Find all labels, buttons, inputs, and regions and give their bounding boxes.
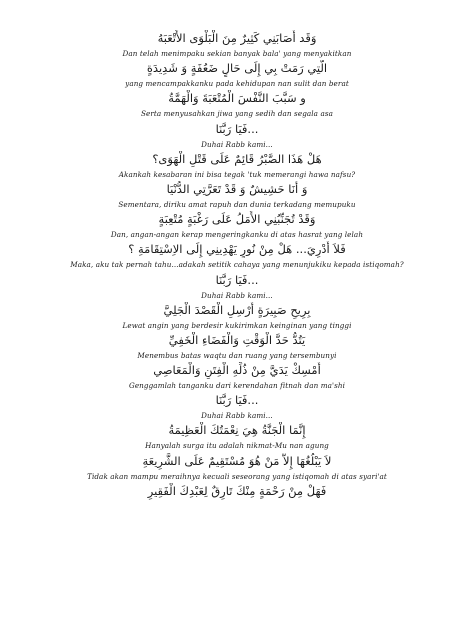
translation-line: Akankah kesabaran ini bisa tegak 'tuk memerangi hawa nafsu? [118, 169, 356, 179]
arabic-verse-line: هَلْ هَذَا الصَّبْرُ قَائِمٌ عَلَى قَتْلِ الْهَوَى؟ [152, 151, 322, 166]
arabic-verse-line: ...فَيَا رَبَّنَا [215, 272, 259, 287]
arabic-verse-line: بِرِيحٍ صَبِيرَةٍ أَرْسِلِ الْقَصْدَ الْجَلِيَّ [163, 302, 311, 317]
translation-line: Sementara, diriku amat rapuh dan dunia terkadang memupuku [118, 199, 356, 209]
arabic-verse-line: فَهَلْ مِنْ رَحْمَةٍ مِنْكَ تَارِقٌ لِعَبْدِكَ الْفَقِيرِ [147, 483, 327, 498]
translation-line: Serta menyusahkan jiwa yang sedih dan segala asa [140, 109, 334, 119]
arabic-verse-line: يَتُدُّ حَدَّ الْوَقْتِ وَالْفَضَاءِ الْخَفِيِّ [168, 332, 306, 347]
arabic-verse-line: أَمْسِكْ يَدَيَّ مِنْ ذُلِّهِ الْفِتَنِ وَالْمَعَاصِي [153, 363, 321, 378]
translation-line: Dan telah menimpaku sekian banyak bala' yang menyakitkan [122, 49, 352, 58]
arabic-verse-line: الَّتِي رَمَتْ بِي إِلَى حَالٍ ضَعُفَةٍ وَ شَدِيدَةٍ [146, 61, 328, 76]
translation-line: Duhai Rabb kami... [201, 139, 273, 149]
translation-line: Genggamlah tanganku dari kerendahan fitnah dan ma'shi [128, 381, 346, 391]
translation-line: Menembus batas waqtu dan ruang yang tersembunyi [137, 350, 337, 360]
translation-line: yang mencampakkanku pada kehidupan nan sulit dan berat [125, 79, 349, 89]
translation-line: Dan, angan-angan kerap mengeringkanku di atas hasrat yang lelah [110, 230, 364, 240]
arabic-verse-line: ...فَيَا رَبَّنَا [215, 393, 259, 408]
arabic-verse-line: فَلاَ أَدْرِيَ... هَلْ مِنْ نُورٍ يَهْدِينِي إِلَى الاِسْتِقَامَةِ ؟ [128, 242, 346, 257]
translation-line: Duhai Rabb kami... [201, 290, 273, 300]
arabic-verse-line: وَقَدْ تُجَنِّبُنِي الأَمَلُ عَلَى رَغْبَةٍ مُتْعِبَةٍ [158, 212, 316, 227]
arabic-verse-line: وَ أَنَا حَشِيشٌ وَ قَدْ تَعَرَّتِي الدُّنْيَا [166, 181, 308, 196]
arabic-verse-line: ...فَيَا رَبَّنَا [215, 121, 259, 136]
arabic-verse-line: وَقَد أَصَابَنِي كَثِيرٌ مِنَ الْبَلْوَى الأَتْعَبَهُ [157, 31, 317, 45]
translation-line: Lewat angin yang berdesir kukirimkan keinginan yang tinggi [122, 320, 352, 330]
translation-line: Hanyalah surga itu adalah nikmat-Mu nan agung [145, 441, 329, 451]
arabic-verse-line: لاَ يَبْلُغُهَا إِلاَّ مَنْ هُوَ مُسْتَقِيمٌ عَلَى الشَّرِيعَةِ [142, 453, 332, 468]
translation-line: Tidak akan mampu meraihnya kecuali seseorang yang istiqomah di atas syari'at [87, 471, 387, 481]
arabic-verse-line: إِنَّمَا الْجَنَّةُ هِيَ نِعْمَتُكَ الْعَظِيمَةُ [168, 423, 306, 438]
arabic-verse-line: و سَبَّبَ النَّفْسَ الْمُتْعَبَةَ وَالْهَمَّةُ [168, 91, 306, 106]
translation-line: Maka, aku tak pernah tahu...adakah setitik cahaya yang menunjukiku kepada istiqomah? [70, 260, 404, 270]
poem-body [0, 30, 474, 500]
translation-line: Duhai Rabb kami... [201, 411, 273, 421]
